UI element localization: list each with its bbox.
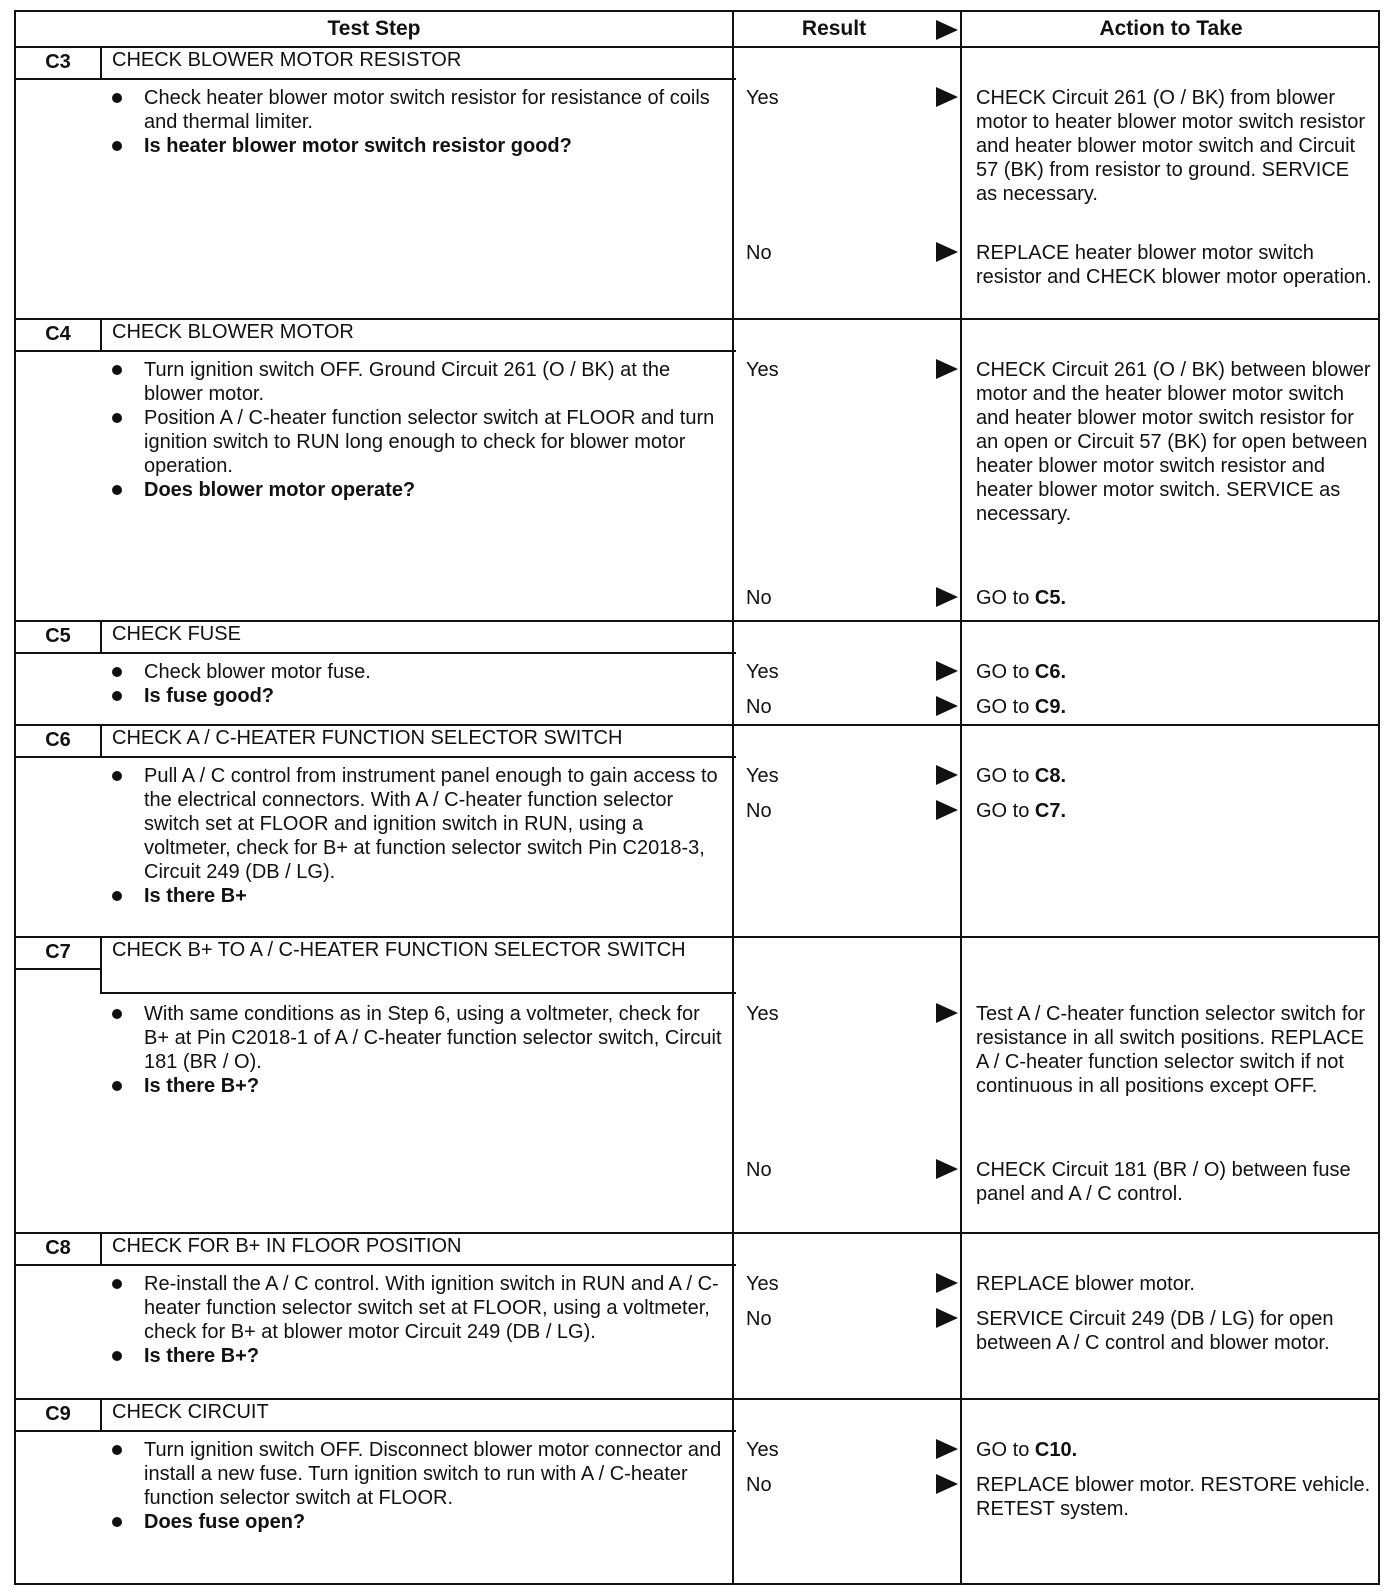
step-instructions bbox=[106, 660, 726, 708]
result-no: No bbox=[746, 587, 772, 609]
action-text: GO to bbox=[976, 765, 1030, 787]
action-yes: CHECK Circuit 261 (O / BK) from blower motor to heater blower motor switch resistor and heater blower motor switch and Circuit 57 (BK) from resistor to ground. SERVICE as necessary. bbox=[976, 87, 1366, 205]
result-yes: Yes bbox=[746, 1439, 779, 1461]
arrow-right-icon bbox=[936, 800, 958, 820]
result-no: No bbox=[746, 242, 772, 264]
step-id: C7 bbox=[45, 941, 71, 963]
arrow-right-icon bbox=[936, 20, 958, 40]
action-text: GO to bbox=[976, 696, 1030, 718]
step-row bbox=[16, 1232, 1378, 1400]
header-test-step: Test Step bbox=[327, 17, 421, 40]
troubleshooting-table bbox=[14, 10, 1380, 1585]
instruction: Check blower motor fuse. bbox=[106, 660, 726, 684]
step-id: C3 bbox=[45, 51, 71, 73]
arrow-right-icon bbox=[936, 1273, 958, 1293]
action-yes: Test A / C-heater function selector switch for resistance in all switch positions. REPLACE A / C-heater function selector switch if not continuous in all positions except OFF. bbox=[976, 1003, 1366, 1097]
table-header bbox=[16, 12, 1378, 48]
arrow-right-icon bbox=[936, 1439, 958, 1459]
action-no bbox=[976, 799, 1374, 823]
action-yes: CHECK Circuit 261 (O / BK) between blower motor and the heater blower motor switch and heater blower motor switch resistor for an open or Circuit 57 (BK) for open between heater blower motor switch resistor and heater blower motor switch. SERVICE as necessary. bbox=[976, 359, 1371, 525]
action-no bbox=[976, 586, 1374, 610]
result-yes: Yes bbox=[746, 87, 779, 109]
result-yes: Yes bbox=[746, 1003, 779, 1025]
step-row bbox=[16, 1398, 1378, 1583]
instruction: Turn ignition switch OFF. Ground Circuit 261 (O / BK) at the blower motor. bbox=[106, 358, 726, 406]
question: Is there B+ bbox=[106, 884, 726, 908]
question: Is heater blower motor switch resistor good? bbox=[106, 134, 726, 158]
question: Is there B+? bbox=[106, 1074, 726, 1098]
step-link: C8. bbox=[1034, 765, 1067, 787]
action-text: GO to bbox=[976, 800, 1030, 822]
step-instructions bbox=[106, 1272, 726, 1368]
instruction: Turn ignition switch OFF. Disconnect blower motor connector and install a new fuse. Turn ignition switch to run with A / C-heater function selector switch at FLOOR. bbox=[106, 1438, 726, 1510]
action-yes bbox=[976, 764, 1374, 788]
question: Is fuse good? bbox=[106, 684, 726, 708]
instruction: Check heater blower motor switch resistor for resistance of coils and thermal limiter. bbox=[106, 86, 726, 134]
step-row bbox=[16, 936, 1378, 1234]
header-action: Action to Take bbox=[1099, 17, 1243, 40]
action-yes bbox=[976, 1438, 1374, 1462]
result-yes: Yes bbox=[746, 661, 779, 683]
arrow-right-icon bbox=[936, 661, 958, 681]
result-yes: Yes bbox=[746, 1273, 779, 1295]
result-no: No bbox=[746, 800, 772, 822]
step-row bbox=[16, 620, 1378, 726]
step-title: CHECK BLOWER MOTOR RESISTOR bbox=[100, 46, 736, 80]
question: Does blower motor operate? bbox=[106, 478, 726, 502]
result-yes: Yes bbox=[746, 765, 779, 787]
action-no bbox=[976, 695, 1374, 719]
divider bbox=[16, 652, 100, 654]
step-id: C6 bbox=[45, 729, 71, 751]
action-yes bbox=[976, 660, 1374, 684]
step-link: C9. bbox=[1034, 696, 1067, 718]
arrow-right-icon bbox=[936, 1003, 958, 1023]
result-no: No bbox=[746, 1308, 772, 1330]
instruction: Re-install the A / C control. With ignition switch in RUN and A / C-heater function selector switch set at FLOOR, using a voltmeter, check for B+ at blower motor Circuit 249 (DB / LG). bbox=[106, 1272, 726, 1344]
action-text: GO to bbox=[976, 587, 1030, 609]
instruction: Position A / C-heater function selector switch at FLOOR and turn ignition switch to RUN long enough to check for blower motor operation. bbox=[106, 406, 726, 478]
step-row bbox=[16, 318, 1378, 622]
arrow-right-icon bbox=[936, 696, 958, 716]
arrow-right-icon bbox=[936, 87, 958, 107]
step-instructions bbox=[106, 1002, 726, 1098]
step-link: C5. bbox=[1034, 587, 1067, 609]
step-title: CHECK CIRCUIT bbox=[100, 1398, 736, 1432]
step-row bbox=[16, 46, 1378, 320]
arrow-right-icon bbox=[936, 1159, 958, 1179]
result-no: No bbox=[746, 1474, 772, 1496]
arrow-right-icon bbox=[936, 1308, 958, 1328]
step-id: C5 bbox=[45, 625, 71, 647]
action-no: SERVICE Circuit 249 (DB / LG) for open between A / C control and blower motor. bbox=[976, 1308, 1334, 1354]
arrow-right-icon bbox=[936, 242, 958, 262]
step-link: C7. bbox=[1034, 800, 1067, 822]
step-link: C6. bbox=[1034, 661, 1067, 683]
arrow-right-icon bbox=[936, 765, 958, 785]
step-id: C8 bbox=[45, 1237, 71, 1259]
step-title: CHECK B+ TO A / C-HEATER FUNCTION SELECTOR SWITCH bbox=[100, 936, 736, 994]
divider bbox=[16, 1430, 100, 1432]
question: Is there B+? bbox=[106, 1344, 726, 1368]
step-title: CHECK BLOWER MOTOR bbox=[100, 318, 736, 352]
step-title: CHECK A / C-HEATER FUNCTION SELECTOR SWITCH bbox=[100, 724, 736, 758]
arrow-right-icon bbox=[936, 587, 958, 607]
step-link: C10. bbox=[1034, 1439, 1078, 1461]
step-id: C9 bbox=[45, 1403, 71, 1425]
action-text: GO to bbox=[976, 1439, 1030, 1461]
arrow-right-icon bbox=[936, 1474, 958, 1494]
action-no: REPLACE heater blower motor switch resistor and CHECK blower motor operation. bbox=[976, 242, 1372, 288]
instruction: With same conditions as in Step 6, using a voltmeter, check for B+ at Pin C2018-1 of A / C-heater function selector switch, Circuit 181 (BR / O). bbox=[106, 1002, 726, 1074]
result-no: No bbox=[746, 696, 772, 718]
step-title: CHECK FUSE bbox=[100, 620, 736, 654]
action-yes: REPLACE blower motor. bbox=[976, 1273, 1195, 1295]
arrow-right-icon bbox=[936, 359, 958, 379]
step-row bbox=[16, 724, 1378, 938]
result-yes: Yes bbox=[746, 359, 779, 381]
action-no: REPLACE blower motor. RESTORE vehicle. RETEST system. bbox=[976, 1474, 1371, 1520]
divider bbox=[16, 968, 100, 970]
step-title: CHECK FOR B+ IN FLOOR POSITION bbox=[100, 1232, 736, 1266]
result-no: No bbox=[746, 1159, 772, 1181]
action-no: CHECK Circuit 181 (BR / O) between fuse panel and A / C control. bbox=[976, 1159, 1351, 1205]
divider bbox=[16, 350, 100, 352]
question: Does fuse open? bbox=[106, 1510, 726, 1534]
step-instructions bbox=[106, 86, 726, 158]
step-id: C4 bbox=[45, 323, 71, 345]
step-instructions bbox=[106, 764, 726, 908]
divider bbox=[16, 78, 100, 80]
step-instructions bbox=[106, 358, 726, 502]
instruction: Pull A / C control from instrument panel enough to gain access to the electrical connectors. With A / C-heater function selector switch set at FLOOR and ignition switch in RUN, using a voltmeter, check for B+ at function selector switch Pin C2018-3, Circuit 249 (DB / LG). bbox=[106, 764, 726, 884]
action-text: GO to bbox=[976, 661, 1030, 683]
divider bbox=[16, 756, 100, 758]
divider bbox=[16, 1264, 100, 1266]
header-result: Result bbox=[801, 17, 867, 40]
step-instructions bbox=[106, 1438, 726, 1534]
